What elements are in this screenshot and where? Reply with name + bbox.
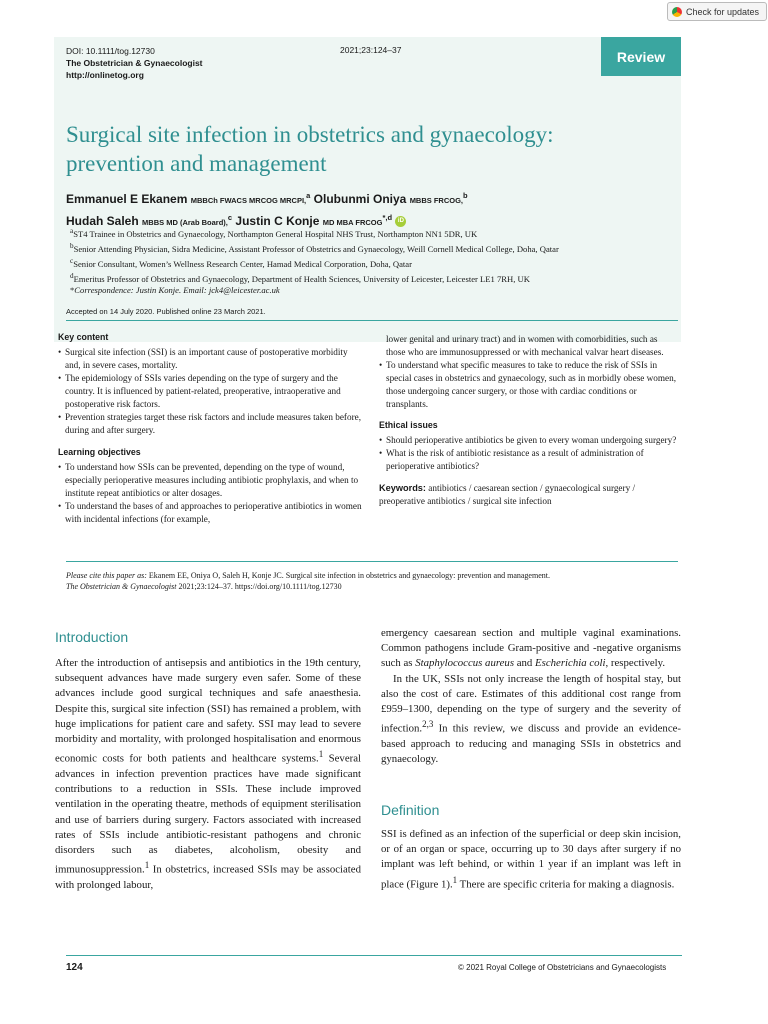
affiliation-item	[70, 240, 680, 255]
affiliation-marker: a	[70, 227, 74, 235]
paragraph: emergency caesarean section and multiple vaginal examinations. Common pathogens include Gram-positive and -negative organisms such as	[381, 627, 681, 670]
abstract-right-column	[379, 333, 679, 508]
list-item: • To understand how SSIs can be prevented, depending on the type of wound, especially perioperative measures including antibiotic prophylaxis, and when to institute repeat antibiotics or alter dosages.	[58, 461, 362, 500]
paragraph: In obstetrics, increased SSIs may be associated with prolonged labour,	[55, 863, 361, 892]
title-line-1: Surgical site infection in obstetrics and gynaecology:	[66, 122, 554, 147]
paragraph: and	[514, 657, 536, 670]
paragraph: In this review, we discuss and provide an evidence-based approach to reducing and managing SSIs in obstetrics and gynaecology.	[381, 722, 681, 766]
paragraph: SSI is defined as an infection of the superficial or deep skin incision, or of an organ or space, occurring up to 30 days after surgery if no implant was left behind, or within 1 year if an implant was left in place (Figure 1).	[381, 828, 681, 891]
list-item-continued: lower genital and urinary tract) and in women with comorbidities, such as those who are immunosuppressed or with mechanical valvar heart diseases.	[386, 334, 664, 357]
paragraph: , respectively.	[605, 657, 666, 670]
author-degrees: MBBCh FWACS MRCOG MRCPI,	[190, 196, 307, 205]
list-item: • Prevention strategies target these risk factors and include measures taken before, during and after surgery.	[58, 411, 362, 437]
introduction-left-text	[55, 656, 361, 893]
author-degrees: MBBS FRCOG,	[409, 196, 464, 205]
orcid-icon[interactable]: iD	[395, 216, 406, 227]
author-degrees: MD MBA FRCOG	[322, 218, 383, 227]
affiliation-item	[70, 284, 680, 296]
title-line-2: prevention and management	[66, 151, 327, 176]
cite-lead: Please cite this paper as:	[66, 571, 147, 580]
ethical-issues-list	[379, 434, 679, 473]
affiliation-marker: d	[70, 271, 74, 280]
issue-info: 2021;23:124–37	[340, 45, 402, 55]
list-item: • Should perioperative antibiotics be given to every woman undergoing surgery?	[379, 434, 679, 447]
correspondence-text: Correspondence: Justin Konje. Email: jck4@leicester.ac.uk	[74, 285, 280, 296]
citation-marker: 1	[452, 874, 458, 885]
key-content-list	[58, 346, 362, 437]
affiliation-marker: c	[70, 256, 74, 265]
divider	[66, 320, 678, 321]
accepted-date: Accepted on 14 July 2020. Published online 23 March 2021.	[66, 307, 266, 316]
list-item: • What is the risk of antibiotic resistance as a result of administration of perioperative antibiotics?	[379, 447, 679, 473]
definition-heading: Definition	[381, 802, 440, 818]
affiliation-item	[70, 270, 680, 285]
organism-name: Staphylococcus aureus	[415, 657, 515, 670]
paragraph: Several advances in infection prevention practices have made significant contributions to a reduction in SSIs. These include improved ventilation in the operating theatre, methods of equipment sterilisation and use of barriers during surgery. Factors associated with increased rates of SSIs include antibiotic-resistant pathogens and chronic disorders such as diabetes, alcoholism, obesity and immunosuppression.	[55, 752, 361, 876]
introduction-right-text	[381, 626, 681, 767]
journal-info	[66, 45, 203, 81]
author-affil: b	[463, 191, 468, 200]
citation-marker: 1	[144, 860, 150, 871]
author-degrees: MBBS MD (Arab Board),	[142, 218, 228, 227]
footer-divider	[66, 955, 682, 956]
definition-text	[381, 827, 681, 892]
organism-name: Escherichia coli	[535, 657, 606, 670]
journal-name: The Obstetrician & Gynaecologist	[66, 58, 203, 68]
author-affil: a	[306, 191, 311, 200]
author-name: Emmanuel E Ekanem	[66, 192, 188, 206]
crossmark-icon	[672, 7, 682, 17]
citation-marker: 2,3	[422, 719, 434, 730]
divider	[66, 561, 678, 562]
author-name: Olubunmi Oniya	[313, 192, 407, 206]
affiliations	[70, 225, 680, 296]
affiliation-text: Senior Attending Physician, Sidra Medicine, Assistant Professor of Obstetrics and Gynaecology, Weill Cornell Medical College, Doha, Qatar	[73, 243, 559, 254]
check-for-updates-label: Check for updates	[686, 6, 760, 17]
affiliation-text: Emeritus Professor of Obstetrics and Gynaecology, Department of Health Sciences, University of Leicester, Leicester LE1 7RH, UK	[73, 273, 530, 284]
keywords	[379, 482, 679, 508]
keywords-text: antibiotics / caesarean section / gynaecological surgery / preoperative antibiotics / surgical site infection	[379, 483, 636, 506]
page-number: 124	[66, 962, 83, 973]
learning-objectives-list-cont	[379, 359, 679, 411]
author-affil: *,d	[382, 213, 393, 222]
check-for-updates-button[interactable]	[667, 2, 767, 21]
keywords-label: Keywords:	[379, 483, 426, 493]
list-item: • Surgical site infection (SSI) is an important cause of postoperative morbidity and, in severe cases, mortality.	[58, 346, 362, 372]
ethical-issues-heading: Ethical issues	[379, 420, 438, 430]
affiliation-text: ST4 Trainee in Obstetrics and Gynaecology, Northampton General Hospital NHS Trust, Northampton NN1 5DR, UK	[73, 228, 478, 239]
doi: DOI: 10.1111/tog.12730	[66, 46, 155, 56]
author-affil: c	[227, 213, 233, 222]
article-title	[66, 120, 666, 178]
affiliation-marker: *	[70, 285, 75, 296]
affiliation-item	[70, 255, 680, 270]
cite-journal: The Obstetrician & Gynaecologist	[66, 582, 177, 591]
list-item: • The epidemiology of SSIs varies depending on the type of surgery and the country. It is influenced by patient-related, preoperative, intraoperative and postoperative risk factors.	[58, 372, 362, 411]
learning-objectives-list	[58, 461, 362, 526]
citation-marker: 1	[318, 749, 324, 760]
list-item: • To understand the bases of and approaches to perioperative antibiotics in women with incidental infections (for example,	[58, 500, 362, 526]
introduction-heading: Introduction	[55, 629, 129, 645]
journal-url[interactable]: http://onlinetog.org	[66, 70, 144, 80]
abstract-left-column	[58, 331, 362, 526]
cite-ref[interactable]: 2021;23:124–37. https://doi.org/10.1111/tog.12730	[178, 582, 342, 591]
key-content-heading: Key content	[58, 332, 109, 342]
cite-text: Ekanem EE, Oniya O, Saleh H, Konje JC. Surgical site infection in obstetrics and gynaecology: prevention and management.	[148, 571, 550, 580]
paragraph: After the introduction of antisepsis and antibiotics in the 19th century, subsequent advances have made surgery even safer. Some of these advances include good surgical techniques and safe anaesthesia. Despite this, surgical site infection (SSI) has remained a problem, with huge implications for patient care and safety. SSI may lead to severe morbidity and mortality, with prolonged hospitalisation and enormous economic costs for both patients and healthcare systems.	[55, 657, 361, 765]
affiliation-item	[70, 225, 680, 240]
author-name: Hudah Saleh	[66, 214, 139, 228]
author-name: Justin C Konje	[235, 214, 320, 228]
citation	[66, 570, 678, 592]
paragraph: There are specific criteria for making a diagnosis.	[457, 878, 675, 891]
paragraph: In the UK, SSIs not only increase the length of hospital stay, but also the cost of care. Estimates of this additional cost range from £959–1300, depending on the type of surgery and the severity of infection.	[381, 672, 681, 735]
affiliation-marker: b	[70, 241, 74, 250]
copyright: © 2021 Royal College of Obstetricians and Gynaecologists	[458, 963, 667, 972]
affiliation-text: Senior Consultant, Women’s Wellness Research Center, Hamad Medical Corporation, Doha, Qatar	[73, 258, 412, 269]
learning-objectives-heading: Learning objectives	[58, 447, 141, 457]
review-badge: Review	[601, 37, 681, 76]
list-item: • To understand what specific measures to take to reduce the risk of SSIs in special cases in obstetrics and gynaecology, such as in morbidly obese women, those undergoing cancer surgery, or those with cardiac conditions or transplants.	[379, 359, 679, 411]
